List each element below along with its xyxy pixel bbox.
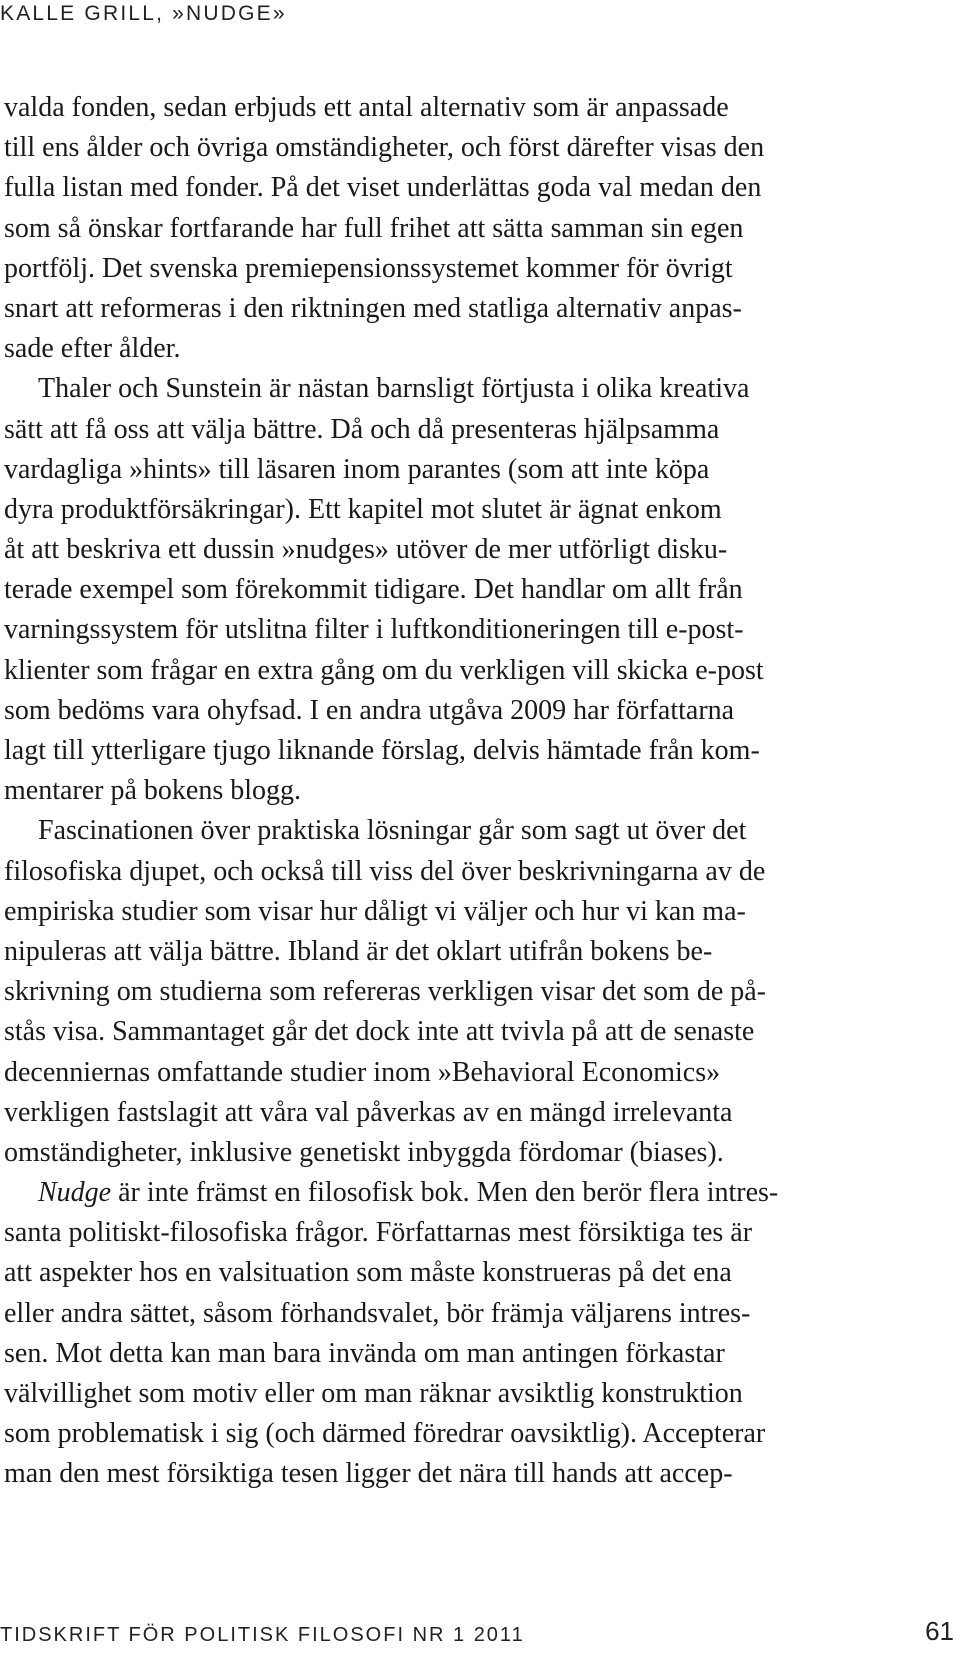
text-line: sätt att få oss att välja bättre. Då och då presenteras hjälpsamma [4, 413, 720, 445]
text-line: fulla listan med fonder. På det viset underlättas goda val medan den [4, 172, 762, 204]
text-line: välvillighet som motiv eller om man räknar avsiktlig konstruktion [4, 1378, 743, 1409]
text-line: filosofiska djupet, och också till viss del över beskrivningarna av de [4, 855, 766, 887]
text-line: som bedöms vara ohyfsad. I en andra utgåva 2009 har författarna [4, 694, 735, 726]
text-line: nipuleras att välja bättre. Ibland är det oklart utifrån bokens be- [4, 935, 713, 967]
text-line: decenniernas omfattande studier inom »Behavioral Economics» [4, 1056, 721, 1088]
text-line: dyra produktförsäkringar). Ett kapitel mot slutet är ägnat enkom [4, 493, 722, 525]
text-line: verkligen fastslagit att våra val påverkas av en mängd irrelevanta [4, 1096, 733, 1128]
paragraph-start-line [4, 1173, 958, 1213]
text-line: till ens ålder och övriga omständigheter, och först därefter visas den [4, 132, 765, 164]
book-title-italic: Nudge [38, 1177, 112, 1209]
text-line: valda fonden, sedan erbjuds ett antal alternativ som är anpassade [4, 92, 729, 123]
paragraph-start-line: Fascinationen över praktiska lösningar går som sagt ut över det [38, 815, 747, 847]
text-line: lagt till ytterligare tjugo liknande förslag, delvis hämtade från kom- [4, 735, 760, 766]
text-line: stås visa. Sammantaget går det dock inte att tvivla på att de senaste [4, 1016, 755, 1048]
text-line: sen. Mot detta kan man bara invända om man antingen förkastar [4, 1337, 725, 1369]
text-line: portfölj. Det svenska premiepensionssystemet kommer för övrigt [4, 252, 733, 284]
page-number: 61 [925, 1616, 954, 1646]
text-line: klienter som frågar en extra gång om du verkligen vill skicka e-post [4, 654, 764, 686]
text-line-rest: är inte främst en filosofisk bok. Men den berör flera intres- [118, 1177, 779, 1209]
text-line: som problematisk i sig (och därmed föredrar oavsiktlig). Accepterar [4, 1418, 766, 1450]
page-footer [0, 1616, 954, 1647]
text-line: eller andra sättet, såsom förhandsvalet, bör främja väljarens intres- [4, 1297, 751, 1329]
journal-name: TIDSKRIFT FÖR POLITISK FILOSOFI NR 1 2011 [0, 1624, 525, 1646]
text-line: som så önskar fortfarande har full frihet att sätta samman sin egen [4, 212, 744, 244]
text-line: varningssystem för utslitna filter i luftkonditioneringen till e-post- [4, 614, 744, 646]
text-line: empiriska studier som visar hur dåligt vi väljer och hur vi kan ma- [4, 895, 746, 927]
running-head: KALLE GRILL, »NUDGE» [0, 2, 287, 25]
text-line: åt att beskriva ett dussin »nudges» utöver de mer utförligt disku- [4, 534, 728, 566]
text-line: sade efter ålder. [4, 333, 181, 365]
text-line: man den mest försiktiga tesen ligger det nära till hands att accep- [4, 1458, 733, 1490]
text-line: vardagliga »hints» till läsaren inom parantes (som att inte köpa [4, 453, 710, 485]
text-line: terade exempel som förekommit tidigare. Det handlar om allt från [4, 574, 743, 606]
paragraph-start-line: Thaler och Sunstein är nästan barnsligt förtjusta i olika kreativa [38, 373, 750, 405]
text-line: santa politiskt-filosofiska frågor. Författarnas mest försiktiga tes är [4, 1217, 753, 1249]
text-line: att aspekter hos en valsituation som måste konstrueras på det ena [4, 1257, 732, 1289]
text-line: mentarer på bokens blogg. [4, 775, 302, 807]
article-body [4, 88, 958, 1495]
text-line: snart att reformeras i den riktningen med statliga alternativ anpas- [4, 292, 742, 324]
text-line: skrivning om studierna som refereras verkligen visar det som de på- [4, 976, 767, 1008]
text-line: omständigheter, inklusive genetiskt inbyggda fördomar (biases). [4, 1136, 724, 1168]
